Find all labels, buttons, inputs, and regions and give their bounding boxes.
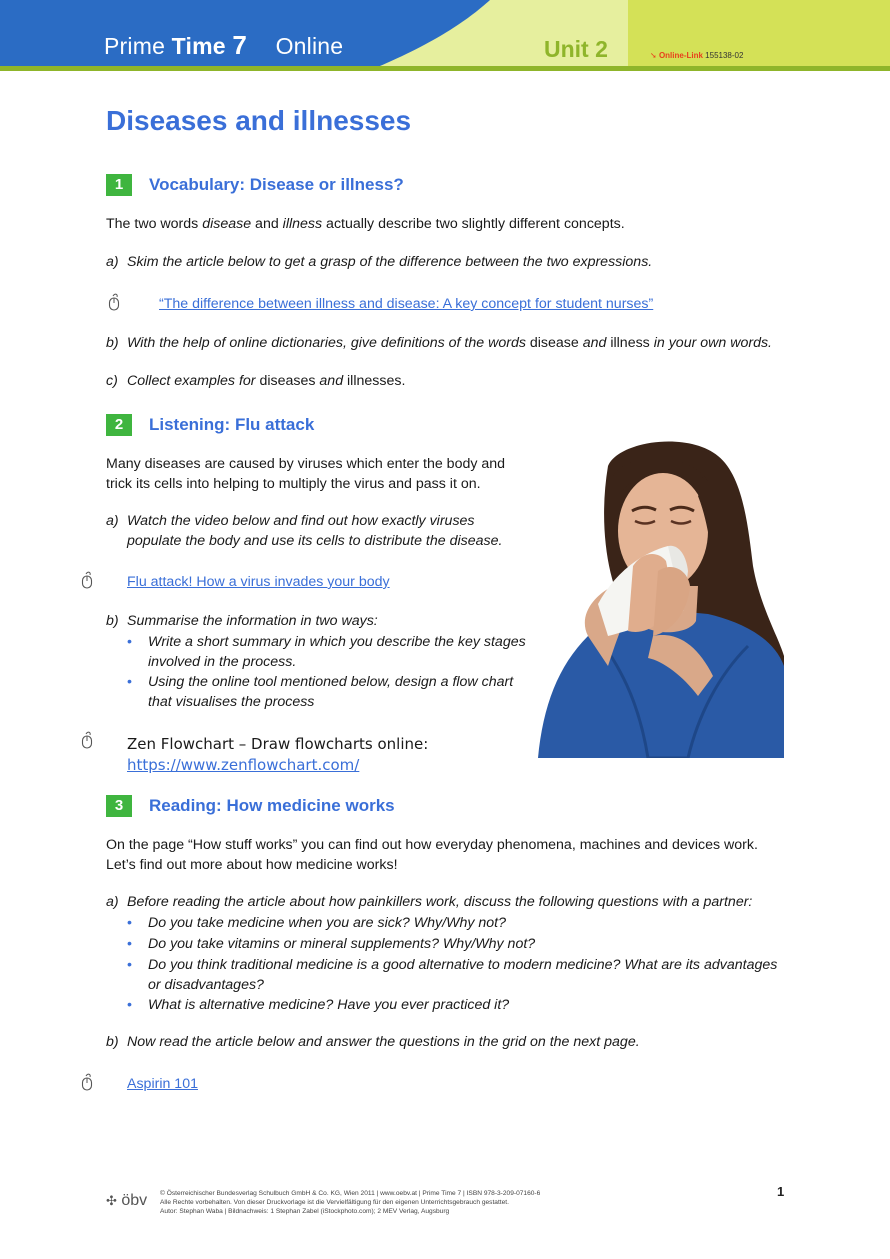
- section-2-heading: [106, 414, 314, 436]
- bullet-icon: •: [127, 634, 132, 650]
- tool-url-link[interactable]: https://www.zenflowchart.com/: [127, 756, 360, 774]
- tool-name: Zen Flowchart – Draw flowcharts online:: [127, 735, 429, 753]
- page-number: 1: [777, 1184, 785, 1199]
- section-number: 1: [106, 174, 132, 196]
- section-2-intro: Many diseases are caused by viruses which enter the body and trick its cells into helping to multiply the virus and pass it on.: [106, 456, 506, 492]
- woman-sneezing-photo: [538, 436, 784, 758]
- page-title: Diseases and illnesses: [106, 105, 412, 136]
- section-title: Listening: Flu attack: [149, 415, 315, 434]
- logo-mark-icon: ✣: [106, 1193, 117, 1208]
- page-header: [0, 0, 890, 72]
- section-title: Vocabulary: Disease or illness?: [149, 175, 404, 194]
- section-title: Reading: How medicine works: [149, 796, 395, 815]
- video-link-flu-attack[interactable]: Flu attack! How a virus invades your body: [127, 574, 390, 590]
- section-1-intro: The two words disease and illness actually describe two slightly different concepts.: [106, 216, 625, 232]
- bullet-icon: •: [127, 674, 132, 690]
- section-3-intro: On the page “How stuff works” you can find out how everyday phenomena, machines and devices work. Let’s find out more about how medicine works!: [106, 837, 758, 873]
- section-number: 3: [106, 795, 132, 817]
- mouse-icon: [80, 1073, 94, 1091]
- article-link-illness-disease[interactable]: “The difference between illness and disease: A key concept for student nurses”: [159, 296, 654, 312]
- bullet-icon: •: [127, 957, 132, 973]
- mouse-icon: [80, 731, 94, 749]
- footer-copyright: © Österreichischer Bundesverlag Schulbuch GmbH & Co. KG, Wien 2011 | www.oebv.at | Prime Time 7 | ISBN 978-3-209-07160-6 Alle Rechte vorbehalten. Von dieser Druckvorlage ist die Vervielfältigung für den eigenen Unterrichtsgebrauch gestattet. Autor: Stephan Waba | Bildnachweis: 1 Stephan Zabel (iStockphoto.com); 2 MEV Verlag, Augsburg: [160, 1190, 541, 1215]
- arrow-icon: ➘: [650, 51, 657, 60]
- bullet-icon: •: [127, 997, 132, 1013]
- bullet-icon: •: [127, 936, 132, 952]
- bullet-icon: •: [127, 915, 132, 931]
- section-number: 2: [106, 414, 132, 436]
- section-1-heading: [106, 174, 404, 196]
- online-link[interactable]: ➘ Online-Link 155138-02: [650, 51, 744, 60]
- section-3-heading: [106, 795, 395, 817]
- mouse-icon: [107, 293, 121, 311]
- unit-label: Unit 2: [544, 36, 608, 62]
- brand-logo: Prime Time 7 Online: [104, 30, 344, 60]
- publisher-logo: ✣ öbv: [106, 1192, 148, 1209]
- article-link-aspirin[interactable]: Aspirin 101: [127, 1076, 198, 1092]
- mouse-icon: [80, 571, 94, 589]
